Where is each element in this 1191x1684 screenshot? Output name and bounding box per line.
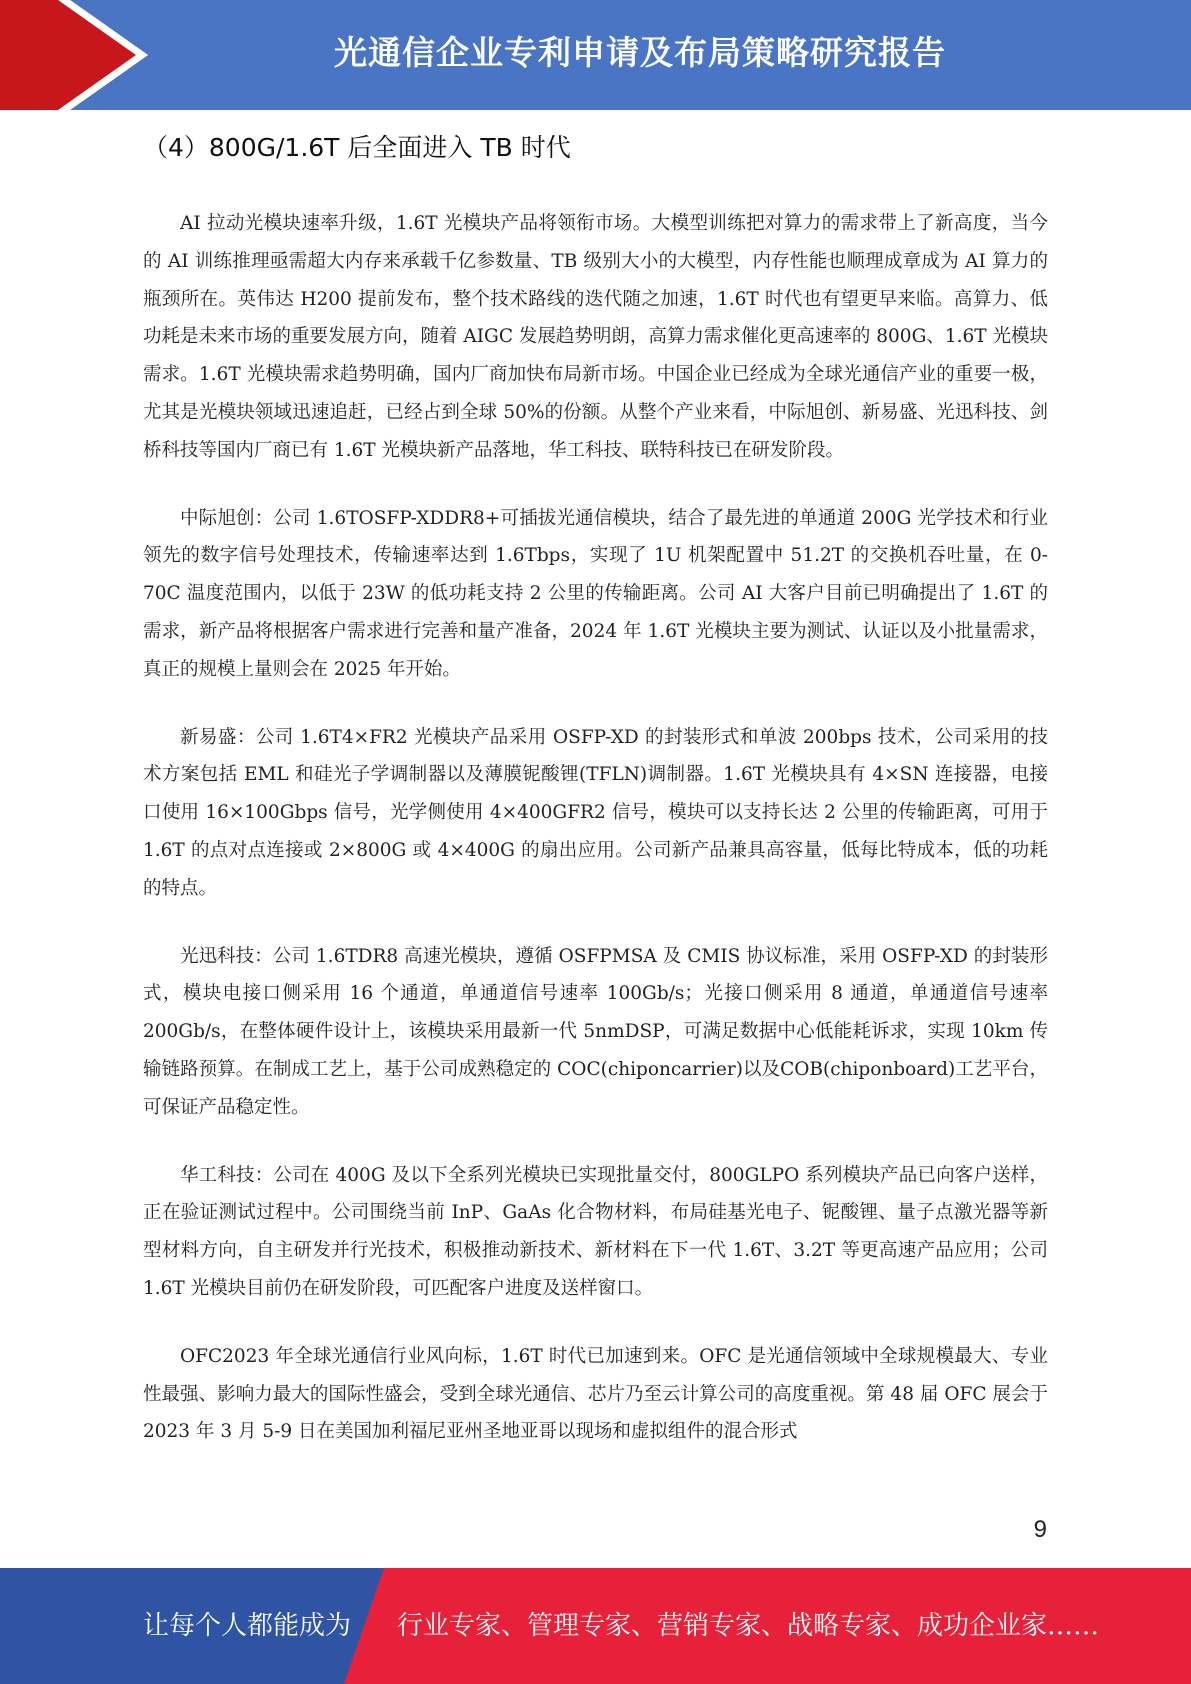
page-number: 9 [1033, 1516, 1047, 1543]
report-title: 光通信企业专利申请及布局策略研究报告 [334, 33, 946, 72]
paragraph-xinyisheng: 新易盛：公司 1.6T4×FR2 光模块产品采用 OSFP-XD 的封装形式和单波 200bps 技术，公司采用的技术方案包括 EML 和硅光子学调制器以及薄膜铌酸锂(TFLN)调制器。1.6T 光模块具有 4×SN 连接器，电接口使用 16×100Gbps 信号，光学侧使用 4×400GFR2 信号，模块可以支持长达 2 公里的传输距离，可用于 1.6T 的点对点连接或 2×800G 或 4×400G 的扇出应用。公司新产品兼具高容量，低每比特成本，低的功耗的特点。 [143, 726, 1048, 899]
footer-slogan-right: 行业专家、管理专家、营销专家、战略专家、成功企业家…… [397, 1611, 1100, 1641]
paragraph-ofc2023: OFC2023 年全球光通信行业风向标，1.6T 时代已加速到来。OFC 是光通信领域中全球规模最大、专业性最强、影响力最大的国际性盛会，受到全球光通信、芯片乃至云计算公司的高度重视。第 48 届 OFC 展会于 2023 年 3 月 5-9 日在美国加利福尼亚州圣地亚哥以现场和虚拟组件的混合形式 [143, 1345, 1048, 1443]
page-footer [0, 1568, 1191, 1684]
paragraph-zhongji-xuchuang: 中际旭创：公司 1.6TOSFP-XDDR8+可插拔光通信模块，结合了最先进的单通道 200G 光学技术和行业领先的数字信号处理技术，传输速率达到 1.6Tbps，实现了 1U 机架配置中 51.2T 的交换机吞吐量，在 0-70C 温度范围内，以低于 23W 的低功耗支持 2 公里的传输距离。公司 AI 大客户目前已明确提出了 1.6T 的需求，新产品将根据客户需求进行完善和量产准备，2024 年 1.6T 光模块主要为测试、认证以及小批量需求，真正的规模上量则会在 2025 年开始。 [143, 507, 1048, 680]
page-header [0, 0, 1191, 110]
paragraph-guangxun: 光迅科技：公司 1.6TDR8 高速光模块，遵循 OSFPMSA 及 CMIS 协议标准，采用 OSFP-XD 的封装形式，模块电接口侧采用 16 个通道，单通道信号速率 100Gb/s；光接口侧采用 8 通道，单通道信号速率 200Gb/s，在整体硬件设计上，该模块采用最新一代 5nmDSP，可满足数据中心低能耗诉求，实现 10km 传输链路预算。在制成工艺上，基于公司成熟稳定的 COC(chiponcarrier)以及COB(chiponboard)工艺平台，可保证产品稳定性。 [143, 945, 1048, 1118]
paragraph-huagong: 华工科技：公司在 400G 及以下全系列光模块已实现批量交付，800GLPO 系列模块产品已向客户送样，正在验证测试过程中。公司围绕当前 InP、GaAs 化合物材料，布局硅基光电子、铌酸锂、量子点激光器等新型材料方向，自主研发并行光技术，积极推动新技术、新材料在下一代 1.6T、3.2T 等更高速产品应用；公司 1.6T 光模块目前仍在研发阶段，可匹配客户进度及送样窗口。 [143, 1164, 1048, 1299]
footer-slogan-left: 让每个人都能成为 [143, 1611, 352, 1641]
paragraph-intro: AI 拉动光模块速率升级，1.6T 光模块产品将领衔市场。大模型训练把对算力的需求带上了新高度，当今的 AI 训练推理亟需超大内存来承载千亿参数量、TB 级别大小的大模型，内存性能也顺理成章成为 AI 算力的瓶颈所在。英伟达 H200 提前发布，整个技术路线的迭代随之加速，1.6T 时代也有望更早来临。高算力、低功耗是未来市场的重要发展方向，随着 AIGC 发展趋势明朗，高算力需求催化更高速率的 800G、1.6T 光模块需求。1.6T 光模块需求趋势明确，国内厂商加快布局新市场。中国企业已经成为全球光通信产业的重要一极，尤其是光模块领域迅速追赶，已经占到全球 50%的份额。从整个产业来看，中际旭创、新易盛、光迅科技、剑桥科技等国内厂商已有 1.6T 光模块新产品落地，华工科技、联特科技已在研发阶段。 [143, 213, 1048, 461]
section-heading: （4）800G/1.6T 后全面进入 TB 时代 [143, 133, 571, 162]
body-text [143, 205, 1048, 1481]
